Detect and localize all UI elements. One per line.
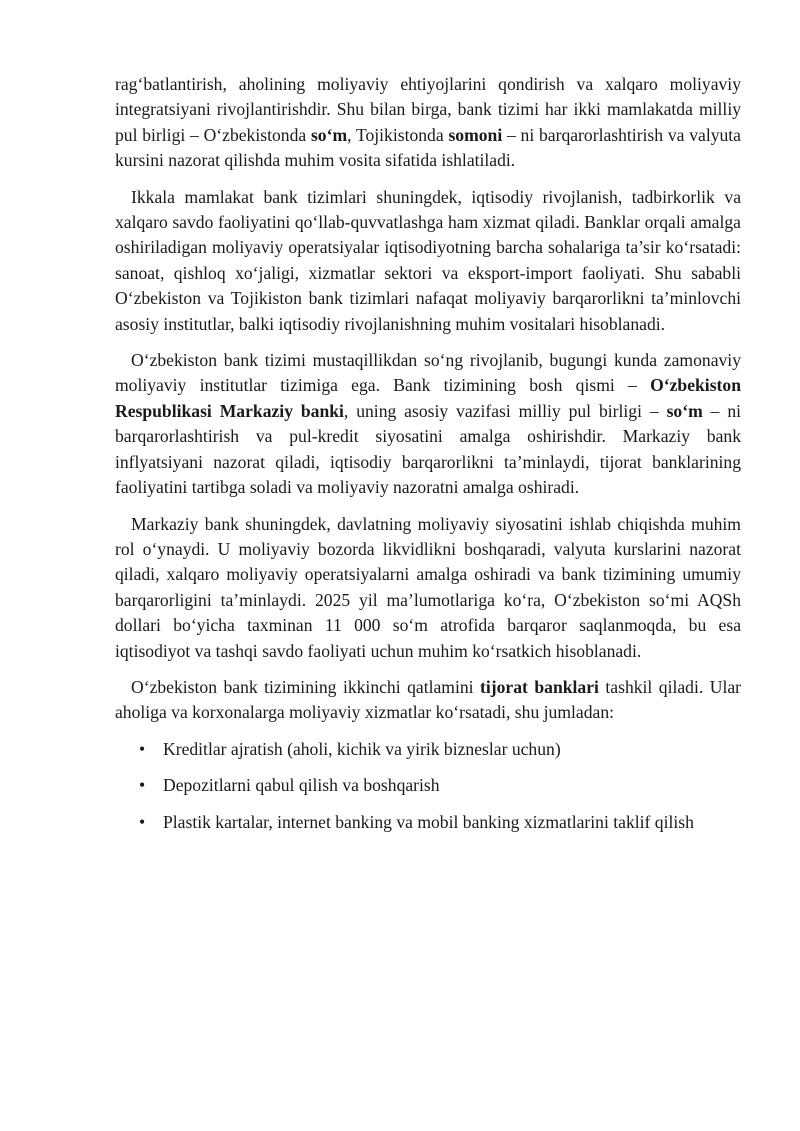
text-segment: , Tojikistonda xyxy=(347,124,449,145)
list-item-text: Plastik kartalar, internet banking va mobil banking xizmatlarini taklif qilish xyxy=(163,811,694,832)
text-segment: rag‘batlantirish, aholining moliyaviy ehtiyojlarini qondirish va xalqaro moliyaviy integratsiyani rivojlantirishdir. Shu bilan birga, bank tizimi har ikki mamlakatda milliy pul birligi – O‘zbekistonda xyxy=(115,74,741,145)
list-item xyxy=(115,773,741,798)
paragraph-5 xyxy=(115,675,741,726)
text-segment: – ni barqarorlashtirish va pul-kredit siyosatini amalga oshirishdir. Markaziy bank inflyatsiyani nazorat qiladi, iqtisodiy barqarorlikni ta’minlaydi, tijorat banklarining faoliyatini tartibga soladi va moliyaviy nazoratni amalga oshiradi. xyxy=(115,400,742,498)
list-item-text: Depozitlarni qabul qilish va boshqarish xyxy=(163,775,440,796)
bullet-list xyxy=(115,737,741,835)
text-segment: tashkil qiladi. Ular aholiga va korxonalarga moliyaviy xizmatlar ko‘rsatadi, shu jumladan: xyxy=(115,676,741,723)
bold-text-central-bank: O‘zbekiston Respublikasi Markaziy banki xyxy=(115,375,741,421)
bullet-icon: • xyxy=(139,811,146,832)
paragraph-1 xyxy=(115,72,741,174)
paragraph-3 xyxy=(115,348,741,500)
list-item xyxy=(115,737,741,762)
bullet-icon: • xyxy=(139,775,146,796)
bold-text-som: so‘m xyxy=(310,124,348,145)
text-segment: – ni barqarorlashtirish va valyuta kursini nazorat qilishda muhim vosita sifatida ishlatiladi. xyxy=(115,124,741,171)
bold-text-commercial-banks: tijorat banklari xyxy=(480,676,599,697)
text-segment: Markaziy bank shuningdek, davlatning moliyaviy siyosatini ishlab chiqishda muhim rol o‘ynaydi. U moliyaviy bozorda likvidlikni boshqaradi, valyuta kurslarini nazorat qiladi, xalqaro moliyaviy operatsiyalarni amalga oshiradi va bank tizimining umumiy barqarorligini ta’minlaydi. 2025 yil ma’lumotlariga ko‘ra, O‘zbekiston so‘mi AQSh dollari bo‘yicha taxminan 11 000 so‘m atrofida barqaror saqlanmoqda, bu esa iqtisodiyot va tashqi savdo faoliyati uchun muhim ko‘rsatkich hisoblanadi. xyxy=(115,513,741,661)
bold-text-somoni: somoni xyxy=(448,124,503,145)
paragraph-4 xyxy=(115,512,741,664)
list-item xyxy=(115,810,741,835)
text-segment: Ikkala mamlakat bank tizimlari shuningdek, iqtisodiy rivojlanish, tadbirkorlik va xalqaro savdo faoliyatini qo‘llab-quvvatlashga ham xizmat qiladi. Banklar orqali amalga oshiriladigan moliyaviy operatsiyalar iqtisodiyotning barcha sohalariga ta’sir ko‘rsatadi: sanoat, qishloq xo‘jaligi, xizmatlar sektori va eksport-import faoliyati. Shu sababli O‘zbekiston va Tojikiston bank tizimlari nafaqat moliyaviy barqarorlikni ta’minlovchi asosiy institutlar, balki iqtisodiy rivojlanishning muhim vositalari hisoblanadi. xyxy=(115,186,741,334)
bullet-icon: • xyxy=(139,738,146,759)
paragraph-2 xyxy=(115,185,741,337)
bold-text-som: so‘m xyxy=(666,400,703,421)
document-page xyxy=(115,72,741,846)
text-segment: O‘zbekiston bank tizimining ikkinchi qatlamini xyxy=(131,676,481,697)
text-segment: , uning asosiy vazifasi milliy pul birligi – xyxy=(343,400,667,421)
list-item-text: Kreditlar ajratish (aholi, kichik va yirik bizneslar uchun) xyxy=(163,738,561,759)
text-segment: O‘zbekiston bank tizimi mustaqillikdan so‘ng rivojlanib, bugungi kunda zamonaviy moliyaviy institutlar tizimiga ega. Bank tizimining bosh qismi – xyxy=(115,350,741,396)
